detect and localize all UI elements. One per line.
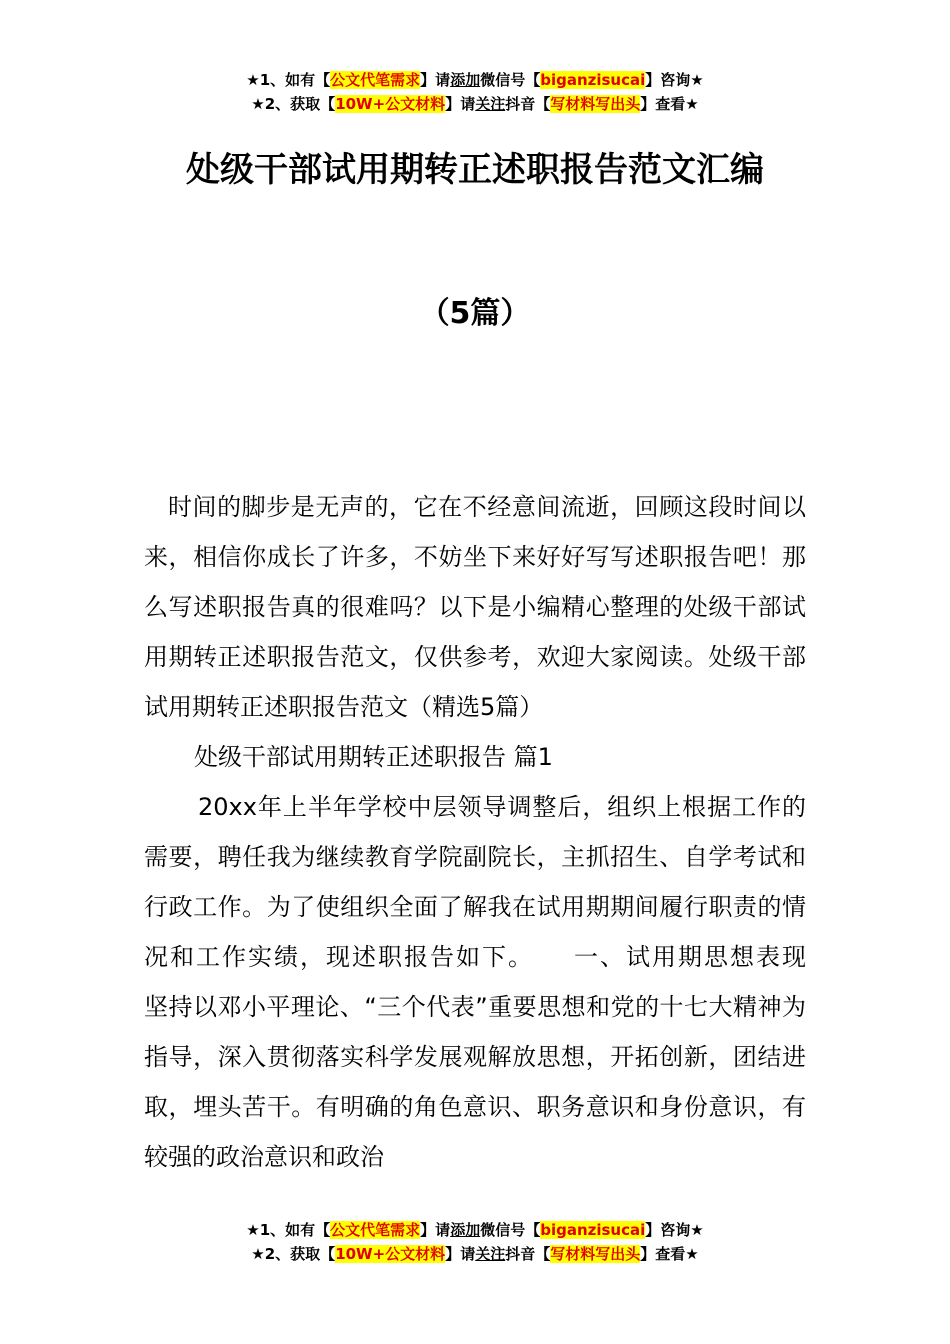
promo-banner-bottom [0, 1218, 950, 1266]
promo-banner-top [0, 68, 950, 116]
promo-line-1: ★1、如有【公文代笔需求】请添加微信号【biganzisucai】咨询★ [246, 71, 704, 89]
report-paragraph: 20xx年上半年学校中层领导调整后，组织上根据工作的需要，聘任我为继续教育学院副院长，主抓招生、自学考试和行政工作。为了使组织全面了解我在试用期期间履行职责的情况和工作实绩，现述职报告如下。 一、试用期思想表现 坚持以邓小平理论、“三个代表”重要思想和党的十七大精神为指导，深入贯彻落实科学发展观解放思想，开拓创新，团结进取，埋头苦干。有明确的角色意识、职务意识和身份意识，有较强的政治意识和政治 [144, 793, 854, 1171]
document-subtitle: （5篇） [419, 296, 531, 331]
service-highlight: 公文代笔需求 [330, 1221, 421, 1239]
intro-paragraph: 时间的脚步是无声的，它在不经意间流逝，回顾这段时间以来，相信你成长了许多，不妨坐下来好好写写述职报告吧！那么写述职报告真的很难吗？以下是小编精心整理的处级干部试用期转正述职报告范文，仅供参考，欢迎大家阅读。处级干部试用期转正述职报告范文（精选5篇） [144, 493, 806, 721]
promo-line-2: ★2、获取【10W+公文材料】请关注抖音【写材料写出头】查看★ [251, 95, 699, 113]
document-title: 处级干部试用期转正述职报告范文汇编 [186, 150, 764, 190]
material-highlight: 10W+公文材料 [335, 1245, 446, 1263]
wechat-id-highlight: biganzisucai [540, 71, 646, 89]
promo-line-1: ★1、如有【公文代笔需求】请添加微信号【biganzisucai】咨询★ [246, 1221, 704, 1239]
douyin-id-highlight: 写材料写出头 [550, 95, 641, 113]
wechat-id-highlight: biganzisucai [540, 1221, 646, 1239]
document-body [144, 482, 854, 1182]
service-highlight: 公文代笔需求 [330, 71, 421, 89]
promo-line-2: ★2、获取【10W+公文材料】请关注抖音【写材料写出头】查看★ [251, 1245, 699, 1263]
material-highlight: 10W+公文材料 [335, 95, 446, 113]
section-heading: 处级干部试用期转正述职报告 篇1 [194, 743, 553, 771]
douyin-id-highlight: 写材料写出头 [550, 1245, 641, 1263]
